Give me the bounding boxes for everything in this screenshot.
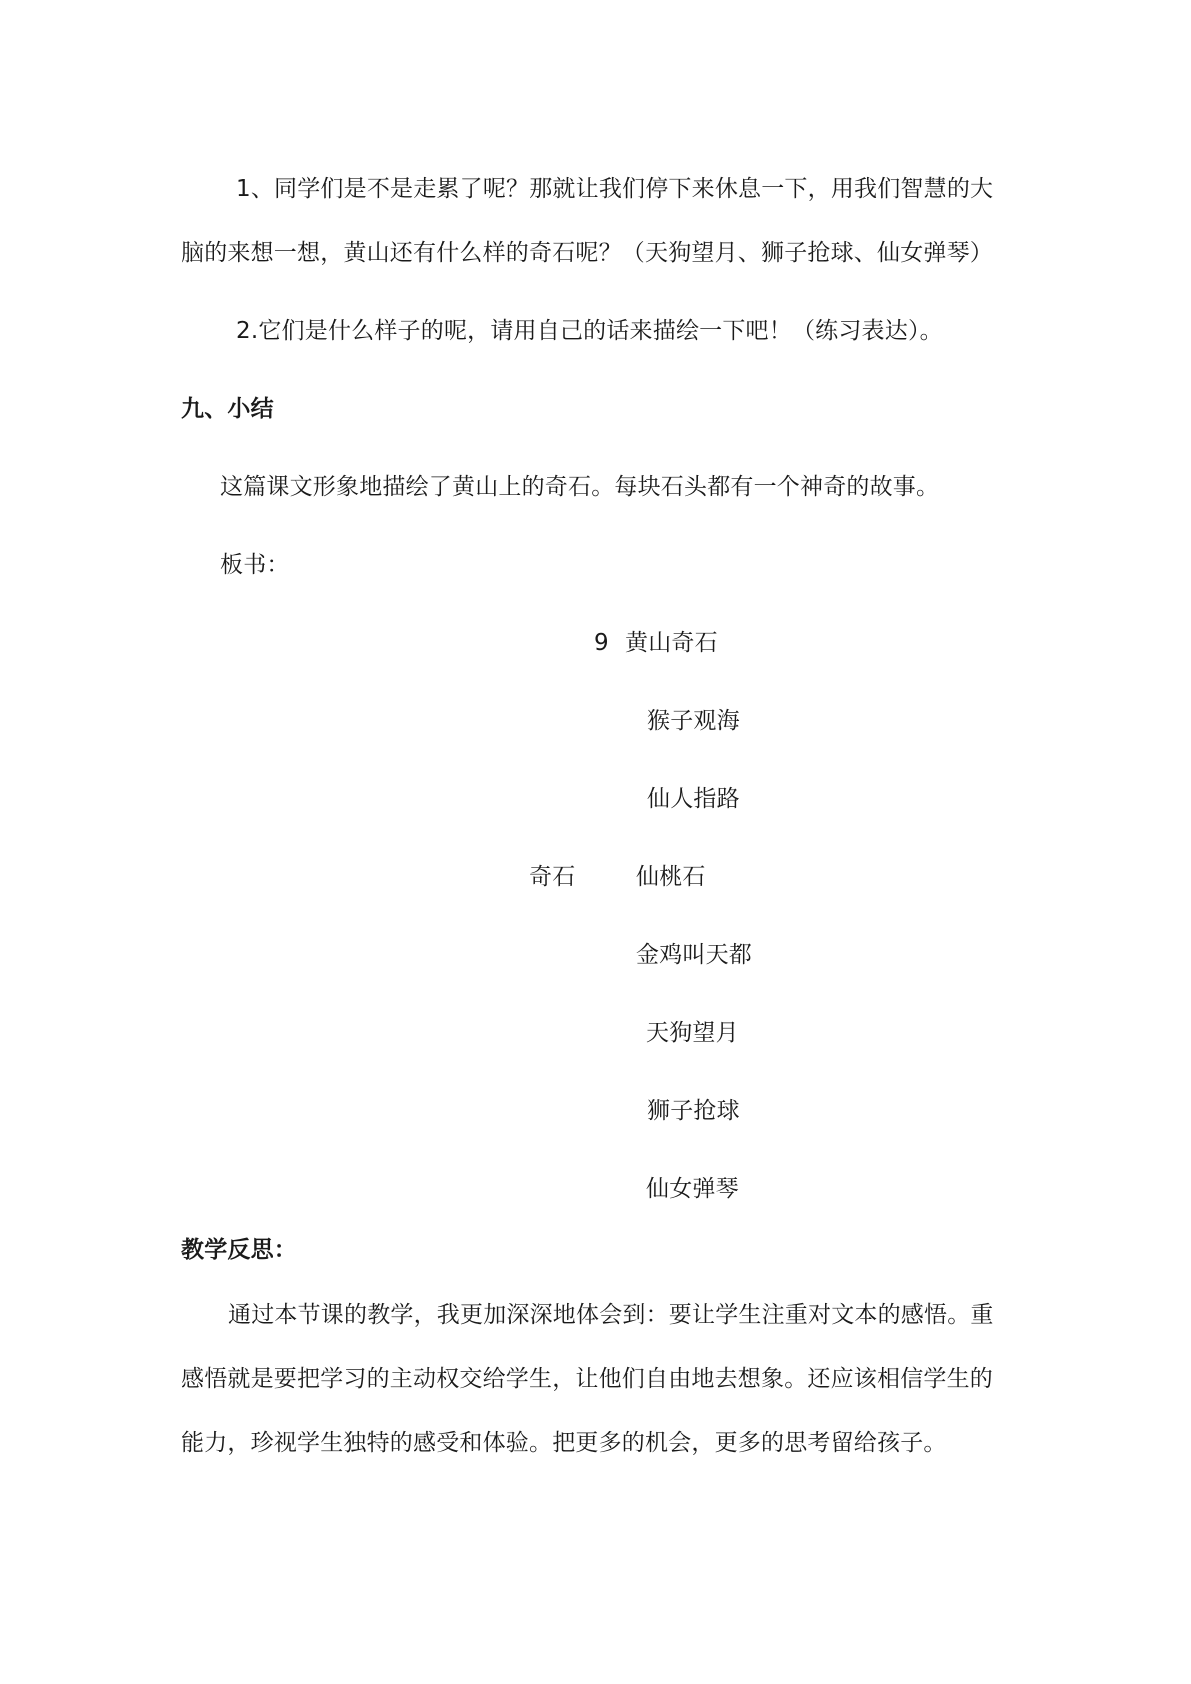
summary-heading: 九、小结 (181, 396, 274, 422)
reflection-line3: 能力，珍视学生独特的感受和体验。把更多的机会，更多的思考留给孩子。 (181, 1430, 947, 1456)
reflection-heading: 教学反思： (181, 1237, 297, 1263)
reflection-line1: 通过本节课的教学，我更加深深地体会到：要让学生注重对文本的感悟。重 (228, 1302, 994, 1328)
activity-item1-line1: 1、同学们是不是走累了呢？那就让我们停下来休息一下，用我们智慧的大 (236, 176, 994, 202)
board-label: 板书： (220, 552, 290, 578)
activity-item2: 2.它们是什么样子的呢，请用自己的话来描绘一下吧！（练习表达）。 (236, 318, 943, 344)
board-stone: 仙桃石 (636, 864, 706, 890)
board-stone: 狮子抢球 (647, 1098, 740, 1124)
board-stone: 金鸡叫天都 (636, 942, 752, 968)
board-stone: 仙人指路 (647, 786, 740, 812)
reflection-line2: 感悟就是要把学习的主动权交给学生，让他们自由地去想象。还应该相信学生的 (181, 1366, 993, 1392)
board-category: 奇石 (529, 864, 576, 890)
board-stone: 猴子观海 (647, 708, 740, 734)
summary-text: 这篇课文形象地描绘了黄山上的奇石。每块石头都有一个神奇的故事。 (220, 474, 940, 500)
board-stone: 仙女弹琴 (646, 1176, 739, 1202)
board-title-text: 黄山奇石 (625, 630, 718, 656)
board-title-number: 9 (594, 630, 609, 656)
board-stone: 天狗望月 (646, 1020, 739, 1046)
activity-item1-line2: 脑的来想一想，黄山还有什么样的奇石呢？（天狗望月、狮子抢球、仙女弹琴） (181, 240, 993, 266)
